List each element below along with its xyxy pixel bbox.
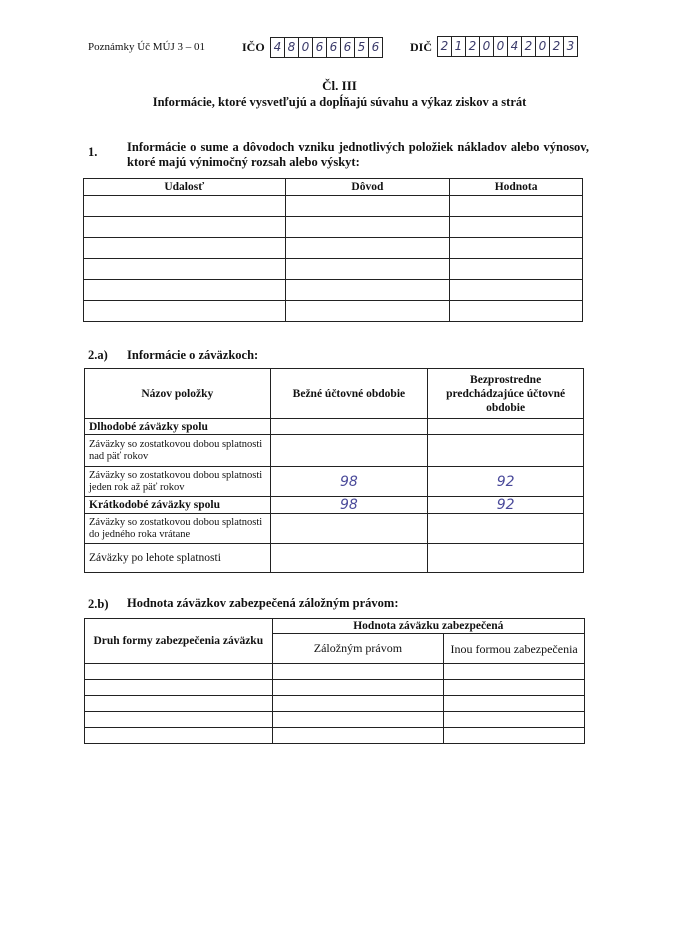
section-1-text: Informácie o sume a dôvodoch vzniku jednotlivých položiek nákladov alebo výnosov, ktoré majú výnimočný rozsah alebo výskyt:	[127, 140, 589, 169]
section-1-table	[83, 178, 583, 322]
row-name: Záväzky so zostatkovou dobou splatnosti nad päť rokov	[85, 435, 271, 467]
section-2a-title: Informácie o záväzkoch:	[127, 348, 259, 362]
col-header-event: Udalosť	[84, 179, 286, 196]
section-2a-number: 2.a)	[88, 348, 108, 362]
col-header-item: Názov položky	[85, 369, 271, 419]
row-current: 98	[270, 497, 428, 514]
dic-digit: 2	[438, 37, 452, 56]
ico-digit: 0	[299, 38, 313, 57]
row-previous	[428, 435, 584, 467]
secured-liabilities-table	[84, 618, 585, 744]
table-row	[85, 514, 584, 544]
row-name: Záväzky po lehote splatnosti	[85, 544, 271, 573]
table-row	[85, 544, 584, 573]
col-header-other: Inou formou zabezpečenia	[444, 634, 585, 664]
ico-digit: 6	[371, 40, 380, 54]
col-header-secured-value: Hodnota záväzku zabezpečená	[272, 619, 584, 634]
col-header-current: Bežné účtovné obdobie	[270, 369, 428, 419]
dic-digit: 0	[494, 37, 508, 56]
row-previous	[428, 544, 584, 573]
col-header-reason: Dôvod	[285, 179, 450, 196]
ico-digit: 8	[285, 38, 299, 57]
ico-boxes	[270, 37, 383, 58]
table-row	[84, 238, 583, 259]
ico-digit: 6	[313, 38, 327, 57]
dic-digit: 2	[550, 37, 564, 56]
table-row	[85, 435, 584, 467]
table-row	[84, 196, 583, 217]
ico-digit: 4	[271, 38, 285, 57]
col-header-previous: Bezprostredne predchádzajúce účtovné obdobie	[428, 369, 584, 419]
ico-digit: 6	[327, 38, 341, 57]
row-previous	[428, 419, 584, 435]
row-previous	[428, 514, 584, 544]
liabilities-table	[84, 368, 584, 573]
dic-digit: 2	[522, 37, 536, 56]
row-current: 98	[270, 467, 428, 497]
table-row	[85, 680, 585, 696]
section-1-number: 1.	[88, 145, 98, 159]
table-row	[85, 419, 584, 435]
article-number: Čl. III	[322, 78, 357, 93]
row-name: Krátkodobé záväzky spolu	[85, 497, 271, 514]
col-header-pledge: Záložným právom	[272, 634, 444, 664]
dic-digit: 1	[452, 37, 466, 56]
dic-digit: 0	[480, 37, 494, 56]
col-header-value: Hodnota	[450, 179, 583, 196]
row-previous: 92	[428, 467, 584, 497]
row-current	[270, 435, 428, 467]
ico-label: IČO	[242, 40, 265, 54]
row-current	[270, 514, 428, 544]
ico-digit: 5	[355, 38, 369, 57]
section-2b-number: 2.b)	[88, 597, 109, 611]
row-name: Záväzky so zostatkovou dobou splatnosti do jedného roka vrátane	[85, 514, 271, 544]
dic-digit: 4	[508, 37, 522, 56]
row-current	[270, 419, 428, 435]
dic-digit: 2	[466, 37, 480, 56]
table-row	[84, 280, 583, 301]
table-row	[85, 497, 584, 514]
dic-label: DIČ	[410, 40, 433, 54]
dic-digit: 0	[536, 37, 550, 56]
table-row	[85, 467, 584, 497]
table-row	[85, 728, 585, 744]
table-row	[85, 664, 585, 680]
form-code: Poznámky Úč MÚJ 3 – 01	[88, 41, 206, 53]
section-2b-title: Hodnota záväzkov zabezpečená záložným právom:	[127, 596, 399, 610]
table-row	[85, 696, 585, 712]
table-row	[84, 301, 583, 322]
article-subtitle: Informácie, ktoré vysvetľujú a dopĺňajú súvahu a výkaz ziskov a strát	[152, 95, 527, 109]
row-previous: 92	[428, 497, 584, 514]
row-name: Dlhodobé záväzky spolu	[85, 419, 271, 435]
table-row	[84, 217, 583, 238]
ico-digit: 6	[341, 38, 355, 57]
row-current	[270, 544, 428, 573]
col-header-kind: Druh formy zabezpečenia záväzku	[85, 619, 273, 664]
dic-boxes	[437, 36, 578, 57]
row-name: Záväzky so zostatkovou dobou splatnosti jeden rok až päť rokov	[85, 467, 271, 497]
table-row	[85, 712, 585, 728]
dic-digit: 3	[566, 39, 575, 53]
table-row	[84, 259, 583, 280]
